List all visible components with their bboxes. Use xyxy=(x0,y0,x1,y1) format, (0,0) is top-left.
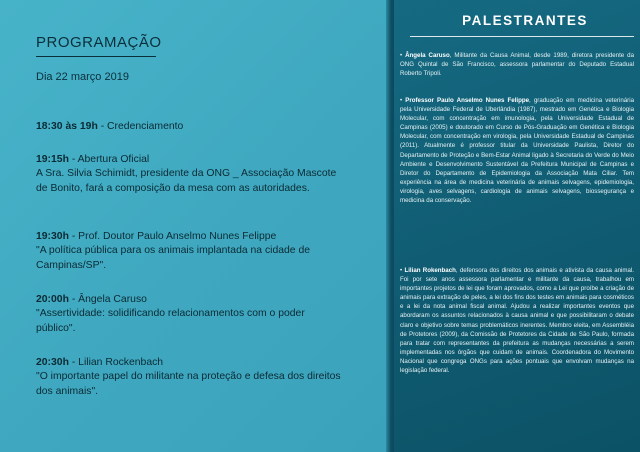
schedule-time: 20:00h xyxy=(36,294,69,305)
schedule-time: 20:30h xyxy=(36,357,69,368)
schedule-item xyxy=(36,230,346,273)
schedule-description: "O importante papel do militante na proteção e defesa dos direitos dos animais". xyxy=(36,371,341,397)
schedule-item xyxy=(36,120,346,134)
speaker-bio xyxy=(400,266,634,375)
bullet: • xyxy=(400,267,403,274)
schedule-item xyxy=(36,356,346,399)
schedule-label: - Abertura Oficial xyxy=(71,154,150,165)
event-date: Dia 22 março 2019 xyxy=(36,71,129,83)
schedule-label: - Credenciamento xyxy=(100,121,184,132)
schedule-time: 19:30h xyxy=(36,231,69,242)
palestrantes-panel xyxy=(394,0,640,452)
programacao-title: PROGRAMAÇÃO xyxy=(36,34,162,51)
schedule-description: A Sra. Silvia Schimidt, presidente da ONG _ Associação Mascote de Bonito, fará a composição da mesa com as autoridades. xyxy=(36,168,337,194)
bullet: • xyxy=(400,52,403,59)
bullet: • xyxy=(400,97,403,104)
schedule-label: - Lilian Rockenbach xyxy=(71,357,164,368)
speaker-text: , Militante da Causa Animal, desde 1989, diretora presidente da ONG Quintal de São Francisco, assessora parlamentar do Deputado Estadual Roberto Tripoli. xyxy=(400,52,634,78)
schedule-item xyxy=(36,153,346,196)
page-fold xyxy=(386,0,394,452)
speaker-name: Ângela Caruso xyxy=(405,52,450,59)
title-divider xyxy=(410,36,634,37)
speaker-bio xyxy=(400,96,634,205)
speaker-name: Lilian Rokenbach xyxy=(404,267,456,274)
title-underline xyxy=(36,56,156,57)
schedule-item xyxy=(36,293,346,336)
speaker-text: , defensora dos direitos dos animais e ativista da causa animal. Foi por sete anos assessora parlamentar e militante da causa, trabalhou em importantes projetos de lei que foram aprovados, como a Lei que proíbe a criação de animais para extração de peles, a lei dos fins dos testes em animais para cosméticos e a lei da nota animal fiscal animal. Ajudou a realizar importantes eventos que abordaram os assuntos relacionados à causa animal e que possibilitaram o debate claro e objetivo sobre temas problemáticos inerentes. Membro eleita, em Assembléia de Protetores (2009), da Comissão de Protetores da Cidade de São Paulo, formada para tratar com representantes da prefeitura as mudanças necessárias a serem implementadas nos órgãos que cuidam de animais. Coordenadora do Movimento Nacional que congrega ONGs para ações pontuais que envolvam mudanças na legislação federal. xyxy=(400,267,635,375)
schedule-description: "A política pública para os animais implantada na cidade de Campinas/SP". xyxy=(36,245,311,271)
speaker-bio xyxy=(400,51,634,78)
schedule-description: "Assertividade: solidificando relacionamentos com o poder público". xyxy=(36,308,305,334)
schedule-label: - Prof. Doutor Paulo Anselmo Nunes Felippe xyxy=(71,231,277,242)
palestrantes-title: PALESTRANTES xyxy=(462,13,588,28)
schedule-time: 18:30 às 19h xyxy=(36,121,98,132)
schedule-label: - Ângela Caruso xyxy=(71,294,147,305)
speaker-text: , graduação em medicina veterinária pela Universidade Federal de Uberlândia (1987), mestrado em Genética e Biologia Molecular, com concentração em imunologia, pela Universidade Estadual de Campinas (2005) e doutorado em Curso de Pós-Graduação em Genética e Biologia Molecular, com concentração em virologia, pela Universidade Estadual de Campinas (2011). Atualmente é professor titular da Universidade Paulista, Diretor do Departamento de Proteção e Bem-Estar Animal ligado à Secretaria do Verde do Meio Ambiente e Desenvolvimento Sustentável da Prefeitura Municipal de Campinas e Diretor do Departamento de Epidemiologia da Associação Mata Ciliar. Tem experiência na área de medicina veterinária de animais selvagens, epidemiologia, virologia, aves selvagens, cardiologia de animais selvagens, biossegurança e medicina da conservação. xyxy=(400,97,634,205)
schedule-time: 19:15h xyxy=(36,154,69,165)
speaker-name: Professor Paulo Anselmo Nunes Felippe xyxy=(405,97,530,104)
